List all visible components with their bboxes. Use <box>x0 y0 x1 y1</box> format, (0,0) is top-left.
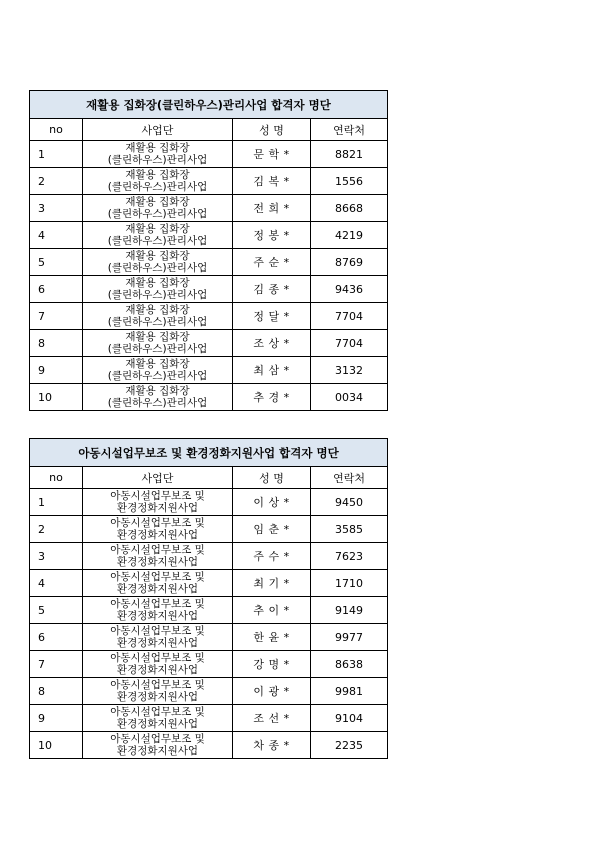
header-no: no <box>30 119 83 141</box>
table-row <box>30 570 388 597</box>
row-name: 김 복 * <box>233 168 311 195</box>
business-line-2: (클린하우스)관리사업 <box>107 343 208 355</box>
row-contact: 9981 <box>311 678 388 705</box>
row-contact: 9436 <box>311 276 388 303</box>
table-row <box>30 141 388 168</box>
business-line-1: 재활용 집화장 <box>125 196 190 208</box>
row-business <box>83 195 233 222</box>
business-line-1: 아동시설업무보조 및 <box>110 706 205 718</box>
table-row <box>30 597 388 624</box>
row-contact: 1556 <box>311 168 388 195</box>
row-no: 7 <box>30 651 83 678</box>
row-contact: 9977 <box>311 624 388 651</box>
business-line-1: 아동시설업무보조 및 <box>110 571 205 583</box>
row-contact: 7704 <box>311 330 388 357</box>
table-row <box>30 222 388 249</box>
row-no: 8 <box>30 678 83 705</box>
row-business <box>83 705 233 732</box>
row-business <box>83 357 233 384</box>
table-row <box>30 384 388 411</box>
row-contact: 8769 <box>311 249 388 276</box>
business-line-2: 환경정화지원사업 <box>116 610 199 622</box>
table-row <box>30 678 388 705</box>
business-line-2: (클린하우스)관리사업 <box>107 370 208 382</box>
row-no: 2 <box>30 168 83 195</box>
business-line-1: 재활용 집화장 <box>125 331 190 343</box>
business-line-1: 재활용 집화장 <box>125 277 190 289</box>
row-business <box>83 168 233 195</box>
row-business <box>83 141 233 168</box>
table-row <box>30 516 388 543</box>
row-name: 전 희 * <box>233 195 311 222</box>
business-line-1: 아동시설업무보조 및 <box>110 598 205 610</box>
row-no: 10 <box>30 384 83 411</box>
table-header-row <box>30 119 388 141</box>
business-line-2: (클린하우스)관리사업 <box>107 316 208 328</box>
business-line-1: 아동시설업무보조 및 <box>110 490 205 502</box>
header-contact: 연락처 <box>311 467 388 489</box>
business-line-2: 환경정화지원사업 <box>116 745 199 757</box>
business-line-2: (클린하우스)관리사업 <box>107 262 208 274</box>
row-name: 추 이 * <box>233 597 311 624</box>
row-no: 2 <box>30 516 83 543</box>
business-line-2: 환경정화지원사업 <box>116 583 199 595</box>
business-line-1: 아동시설업무보조 및 <box>110 733 205 745</box>
row-no: 1 <box>30 489 83 516</box>
business-line-1: 재활용 집화장 <box>125 358 190 370</box>
row-no: 9 <box>30 357 83 384</box>
business-line-1: 재활용 집화장 <box>125 250 190 262</box>
row-no: 6 <box>30 276 83 303</box>
row-name: 강 명 * <box>233 651 311 678</box>
header-no: no <box>30 467 83 489</box>
table-row <box>30 195 388 222</box>
row-name: 이 상 * <box>233 489 311 516</box>
header-contact: 연락처 <box>311 119 388 141</box>
row-business <box>83 303 233 330</box>
row-name: 조 선 * <box>233 705 311 732</box>
row-contact: 8668 <box>311 195 388 222</box>
row-no: 3 <box>30 543 83 570</box>
business-line-2: (클린하우스)관리사업 <box>107 397 208 409</box>
row-name: 한 윤 * <box>233 624 311 651</box>
business-line-1: 아동시설업무보조 및 <box>110 625 205 637</box>
row-name: 김 종 * <box>233 276 311 303</box>
row-no: 8 <box>30 330 83 357</box>
table-row <box>30 543 388 570</box>
row-name: 최 기 * <box>233 570 311 597</box>
row-no: 1 <box>30 141 83 168</box>
row-no: 5 <box>30 597 83 624</box>
business-line-2: 환경정화지원사업 <box>116 637 199 649</box>
row-contact: 9149 <box>311 597 388 624</box>
row-contact: 8638 <box>311 651 388 678</box>
table-row <box>30 732 388 759</box>
business-line-1: 아동시설업무보조 및 <box>110 679 205 691</box>
row-contact: 9450 <box>311 489 388 516</box>
table-row <box>30 168 388 195</box>
business-line-1: 재활용 집화장 <box>125 304 190 316</box>
row-no: 6 <box>30 624 83 651</box>
row-name: 임 춘 * <box>233 516 311 543</box>
row-business <box>83 384 233 411</box>
table-row <box>30 489 388 516</box>
row-name: 이 광 * <box>233 678 311 705</box>
row-no: 3 <box>30 195 83 222</box>
recycling-roster-table <box>29 90 388 411</box>
row-business <box>83 249 233 276</box>
header-business: 사업단 <box>83 467 233 489</box>
business-line-1: 아동시설업무보조 및 <box>110 517 205 529</box>
table-row <box>30 624 388 651</box>
row-business <box>83 276 233 303</box>
row-contact: 3132 <box>311 357 388 384</box>
business-line-2: (클린하우스)관리사업 <box>107 181 208 193</box>
row-business <box>83 570 233 597</box>
row-business <box>83 651 233 678</box>
business-line-2: 환경정화지원사업 <box>116 691 199 703</box>
business-line-1: 아동시설업무보조 및 <box>110 652 205 664</box>
header-name: 성 명 <box>233 467 311 489</box>
table-row <box>30 303 388 330</box>
row-contact: 1710 <box>311 570 388 597</box>
row-name: 조 상 * <box>233 330 311 357</box>
row-business <box>83 678 233 705</box>
table-header-row <box>30 467 388 489</box>
business-line-2: 환경정화지원사업 <box>116 529 199 541</box>
table-row <box>30 357 388 384</box>
row-name: 주 순 * <box>233 249 311 276</box>
row-contact: 8821 <box>311 141 388 168</box>
header-name: 성 명 <box>233 119 311 141</box>
table-row <box>30 705 388 732</box>
row-name: 정 달 * <box>233 303 311 330</box>
table-row <box>30 276 388 303</box>
table-row <box>30 651 388 678</box>
child-facility-roster-table <box>29 438 388 759</box>
business-line-2: (클린하우스)관리사업 <box>107 289 208 301</box>
row-name: 최 삼 * <box>233 357 311 384</box>
row-no: 10 <box>30 732 83 759</box>
row-contact: 7623 <box>311 543 388 570</box>
row-name: 정 봉 * <box>233 222 311 249</box>
row-no: 5 <box>30 249 83 276</box>
business-line-1: 재활용 집화장 <box>125 169 190 181</box>
business-line-1: 재활용 집화장 <box>125 385 190 397</box>
row-contact: 3585 <box>311 516 388 543</box>
header-business: 사업단 <box>83 119 233 141</box>
row-business <box>83 516 233 543</box>
row-name: 문 학 * <box>233 141 311 168</box>
row-business <box>83 543 233 570</box>
row-business <box>83 597 233 624</box>
business-line-1: 재활용 집화장 <box>125 142 190 154</box>
row-business <box>83 489 233 516</box>
row-business <box>83 330 233 357</box>
row-no: 9 <box>30 705 83 732</box>
business-line-2: 환경정화지원사업 <box>116 556 199 568</box>
business-line-2: (클린하우스)관리사업 <box>107 235 208 247</box>
row-contact: 7704 <box>311 303 388 330</box>
row-contact: 2235 <box>311 732 388 759</box>
row-contact: 4219 <box>311 222 388 249</box>
row-contact: 9104 <box>311 705 388 732</box>
row-business <box>83 222 233 249</box>
business-line-2: (클린하우스)관리사업 <box>107 208 208 220</box>
row-name: 주 수 * <box>233 543 311 570</box>
row-no: 4 <box>30 222 83 249</box>
row-no: 7 <box>30 303 83 330</box>
business-line-1: 재활용 집화장 <box>125 223 190 235</box>
table-row <box>30 249 388 276</box>
table-title: 재활용 집화장(클린하우스)관리사업 합격자 명단 <box>30 91 388 119</box>
table-row <box>30 330 388 357</box>
row-business <box>83 624 233 651</box>
business-line-2: (클린하우스)관리사업 <box>107 154 208 166</box>
business-line-2: 환경정화지원사업 <box>116 718 199 730</box>
row-contact: 0034 <box>311 384 388 411</box>
row-name: 차 종 * <box>233 732 311 759</box>
table-title: 아동시설업무보조 및 환경정화지원사업 합격자 명단 <box>30 439 388 467</box>
business-line-1: 아동시설업무보조 및 <box>110 544 205 556</box>
business-line-2: 환경정화지원사업 <box>116 502 199 514</box>
row-name: 추 경 * <box>233 384 311 411</box>
row-business <box>83 732 233 759</box>
business-line-2: 환경정화지원사업 <box>116 664 199 676</box>
row-no: 4 <box>30 570 83 597</box>
